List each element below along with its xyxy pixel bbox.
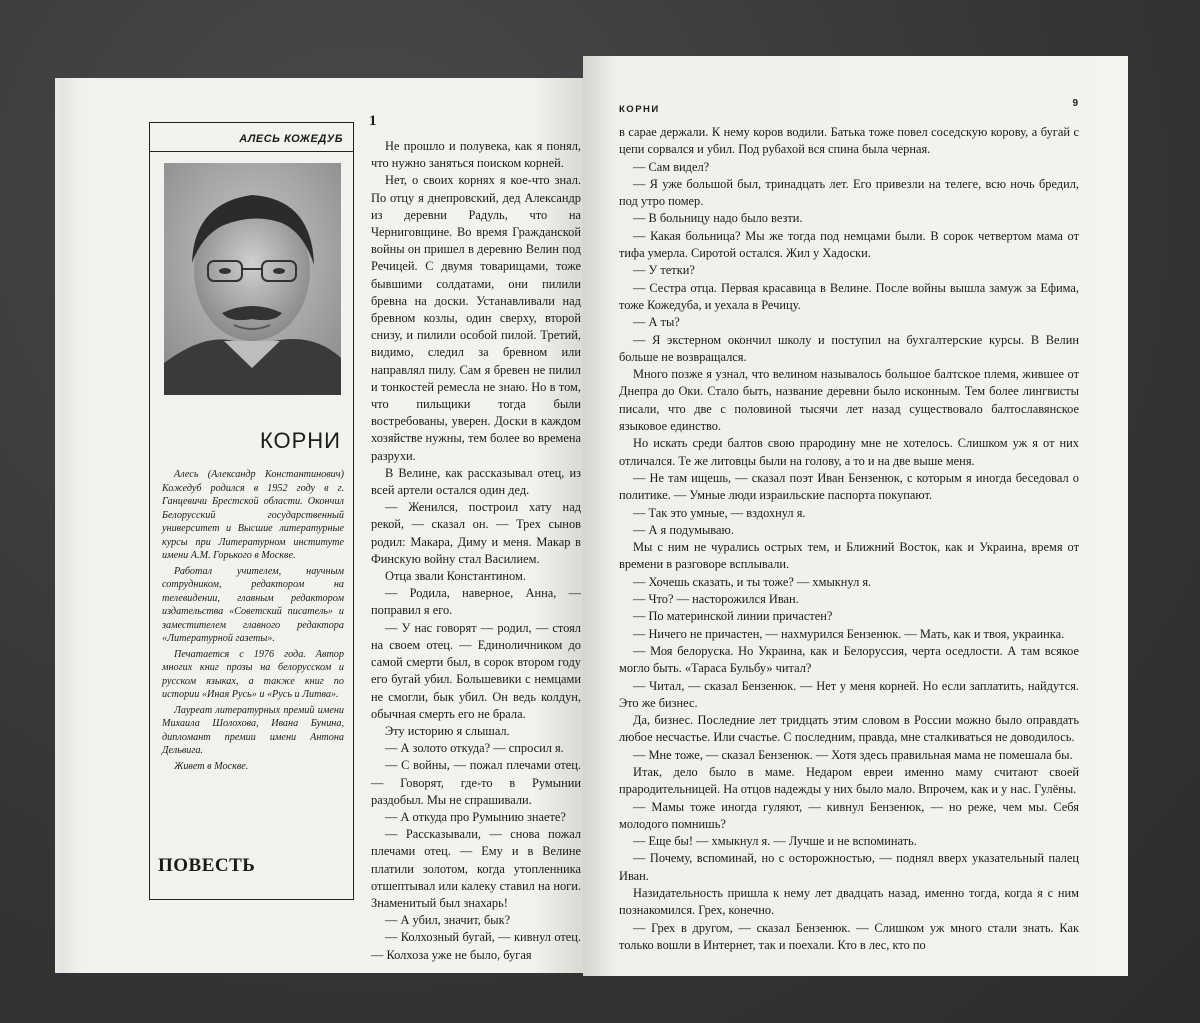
bio-paragraph: Алесь (Александр Константинович) Кожедуб родился в 1952 году в г. Ганцевичи Брестской области. Окончил Белорусский государственный университет и Высшие литературные курсы при Литературном институте имени А.М. Горького в Москве.	[162, 469, 344, 561]
text-paragraph: Мы с ним не чурались острых тем, и Ближний Восток, как и Украина, время от времени в разговоре всплывали.	[619, 540, 1079, 572]
text-paragraph: Нет, о своих корнях я кое-что знал. По отцу я днепровский, дед Александр из деревни Радуль, что на Черниговщине. Во время Гражданской войны он пришел в деревню Велин под Речицей. С двумя товарищами, тоже бывшими солдатами, они пилили бревна на доски. Устанавливали над бревном козлы, один сверху, второй снизу, и пилили особой пилой. Третий, видимо, следил за бревном или направлял пилу. Сам я бревен не пилил и тонкостей ремесла не знаю. Но в том, что пильщики тогда были востребованы, уверен. Доски в каждом хозяйстве нужны, тем более во времена разрухи.	[371, 173, 581, 463]
text-paragraph: Но искать среди балтов свою прародину мне не хотелось. Слишком уж я от них отличался. Те же литовцы были на голову, а то и на две выше меня.	[619, 436, 1079, 468]
work-title: КОРНИ	[259, 428, 341, 453]
text-paragraph: — Почему, вспоминай, но с осторожностью, — поднял вверх указательный палец Иван.	[619, 851, 1079, 883]
text-paragraph: — Грех в другом, — сказал Бензенюк. — Слишком уж много стали знать. Как только вошли в Интернет, так и поехали. Кто в лес, кто по	[619, 920, 1079, 952]
text-paragraph: — А я подумываю.	[633, 522, 734, 537]
text-paragraph: Много позже я узнал, что велином называлось большое балтское племя, жившее от Днепра до Оки. Стало быть, название деревни было исконным. Тем более лингвисты писали, что две с половиной тысячи лет назад существовало балтославянское языковое единство.	[619, 367, 1079, 434]
bio-paragraph: Печатается с 1976 года. Автор многих книг прозы на белорусском и русском языках, а также книг по истории «Иная Русь» и «Русь и Литва».	[162, 648, 344, 700]
author-name: АЛЕСЬ КОЖЕДУБ	[239, 133, 343, 145]
text-paragraph: — А убил, значит, бык?	[385, 913, 511, 928]
text-paragraph: — А золото откуда? — спросил я.	[385, 741, 564, 756]
text-paragraph: — Ничего не причастен, — нахмурился Бензенюк. — Мать, как и твоя, украинка.	[633, 626, 1065, 641]
text-paragraph: — Рассказывали, — снова пожал плечами отец. — Ему и в Велине платили золотом, когда утопленника отшептывал или калеку ставил на ноги. Знаменитый был знахарь!	[371, 827, 581, 910]
author-sidebar	[149, 122, 354, 900]
right-page	[583, 56, 1128, 976]
text-paragraph: Эту историю я слышал.	[385, 723, 510, 738]
text-paragraph: Итак, дело было в маме. Недаром евреи именно маму считают своей прародительницей. На отцов надежды у них было мало. Впрочем, как и у нас. Гулёны.	[619, 764, 1079, 797]
right-page-body	[619, 124, 1079, 954]
text-paragraph: — Колхозный бугай, — кивнул отец. — Колхоза уже не было, бугая	[371, 930, 581, 962]
text-paragraph: — Сестра отца. Первая красавица в Велине. После войны вышла замуж за Ефима, тоже Кожедуба, и уехала в Речицу.	[619, 280, 1079, 312]
text-paragraph: — Еще бы! — хмыкнул я. — Лучше и не вспоминать.	[633, 834, 917, 849]
author-photo	[164, 163, 341, 395]
text-paragraph: — А откуда про Румынию знаете?	[385, 809, 566, 824]
text-paragraph: — С войны, — пожал плечами отец. — Говорят, где-то в Румынии раздобыл. Мы не спрашивали.	[371, 758, 581, 807]
text-paragraph: — Какая больница? Мы же тогда под немцами были. В сорок четвертом мама от тифа умерла. Сиротой остался. Жил у Хадоски.	[619, 228, 1079, 261]
text-paragraph: — Мне тоже, — сказал Бензенюк. — Хотя здесь правильная мама не помешала бы.	[633, 747, 1073, 762]
book-spread	[55, 48, 1130, 978]
genre-label: ПОВЕСТЬ	[158, 855, 256, 876]
text-paragraph: — Что? — насторожился Иван.	[633, 592, 799, 607]
text-paragraph: — А ты?	[633, 315, 680, 330]
text-paragraph: в сарае держали. К нему коров водили. Батька тоже повел соседскую корову, а бугай с цепи сорвался и убил. Под рубахой вся спина была черная.	[619, 125, 1079, 157]
sidebar-divider	[150, 151, 353, 152]
text-paragraph: — Я экстерном окончил школу и поступил на бухгалтерские курсы. В Велин больше не возвращался.	[619, 332, 1079, 364]
text-paragraph: Назидательность пришла к нему лет двадцать назад, именно тогда, когда я с ним познакомился. Грех, конечно.	[619, 886, 1079, 918]
text-paragraph: — Родила, наверное, Анна, — поправил я его.	[371, 586, 581, 618]
bio-paragraph: Лауреат литературных премий имени Михаила Шолохова, Ивана Бунина, дипломант премии имени Антона Дельвига.	[162, 704, 344, 756]
text-paragraph: — Сам видел?	[633, 159, 710, 174]
bio-paragraph: Работал учителем, научным сотрудником, редактором на телевидении, главным редактором издательства «Советский писатель» и заместителем главного редактора «Литературной газеты».	[162, 565, 344, 644]
text-paragraph: — Читал, — сказал Бензенюк. — Нет у меня корней. Но если заплатить, найдутся. Это же бизнес.	[619, 678, 1079, 710]
text-paragraph: — Моя белоруска. Но Украина, как и Белоруссия, черта оседлости. А там всякое могло быть. «Тараса Бульбу» читал?	[619, 643, 1079, 676]
left-page	[55, 78, 585, 973]
text-paragraph: — Женился, построил хату над рекой, — сказал он. — Трех сынов родил: Макара, Диму и меня. Макар в Финскую войну стал Василием.	[371, 500, 581, 566]
running-head: КОРНИ	[619, 104, 660, 115]
text-paragraph: Не прошло и полувека, как я понял, что нужно заняться поиском корней.	[371, 139, 581, 171]
text-paragraph: — Так это умные, — вздохнул я.	[633, 505, 806, 520]
text-paragraph: — Я уже большой был, тринадцать лет. Его привезли на телеге, всю ночь бредил, под утро помер.	[619, 176, 1079, 209]
text-paragraph: — В больницу надо было везти.	[633, 211, 803, 226]
chapter-number: 1	[369, 113, 377, 129]
text-paragraph: — У тетки?	[633, 263, 695, 278]
left-page-body	[371, 138, 581, 964]
author-bio	[162, 468, 344, 775]
text-paragraph: — У нас говорят — родил, — стоял на своем отец. — Единоличником до самой смерти был, в сорок втором году его бугай убил. Большевики с немцами не смогли, бык убил. Он ведь колдун, обычная смерть его не брала.	[371, 620, 581, 721]
page-number: 9	[1072, 98, 1078, 109]
text-paragraph: Отца звали Константином.	[385, 569, 526, 584]
text-paragraph: — Хочешь сказать, и ты тоже? — хмыкнул я.	[633, 574, 872, 589]
text-paragraph: Да, бизнес. Последние лет тридцать этим словом в России можно было оправдать любое несчастье. Или счастье. С последним, правда, мне сталкиваться не доводилось.	[619, 713, 1079, 745]
text-paragraph: — По материнской линии причастен?	[633, 609, 833, 624]
bio-paragraph: Живет в Москве.	[174, 760, 249, 772]
text-paragraph: — Не там ищешь, — сказал поэт Иван Бензенюк, с которым я иногда беседовал о политике. — Умные люди израильские паспорта покупают.	[619, 470, 1079, 503]
portrait-image	[164, 163, 341, 395]
text-paragraph: — Мамы тоже иногда гуляют, — кивнул Бензенюк, — но реже, чем мы. Себя молодого помнишь?	[619, 799, 1079, 831]
text-paragraph: В Велине, как рассказывал отец, из всей артели остался один дед.	[371, 465, 581, 498]
